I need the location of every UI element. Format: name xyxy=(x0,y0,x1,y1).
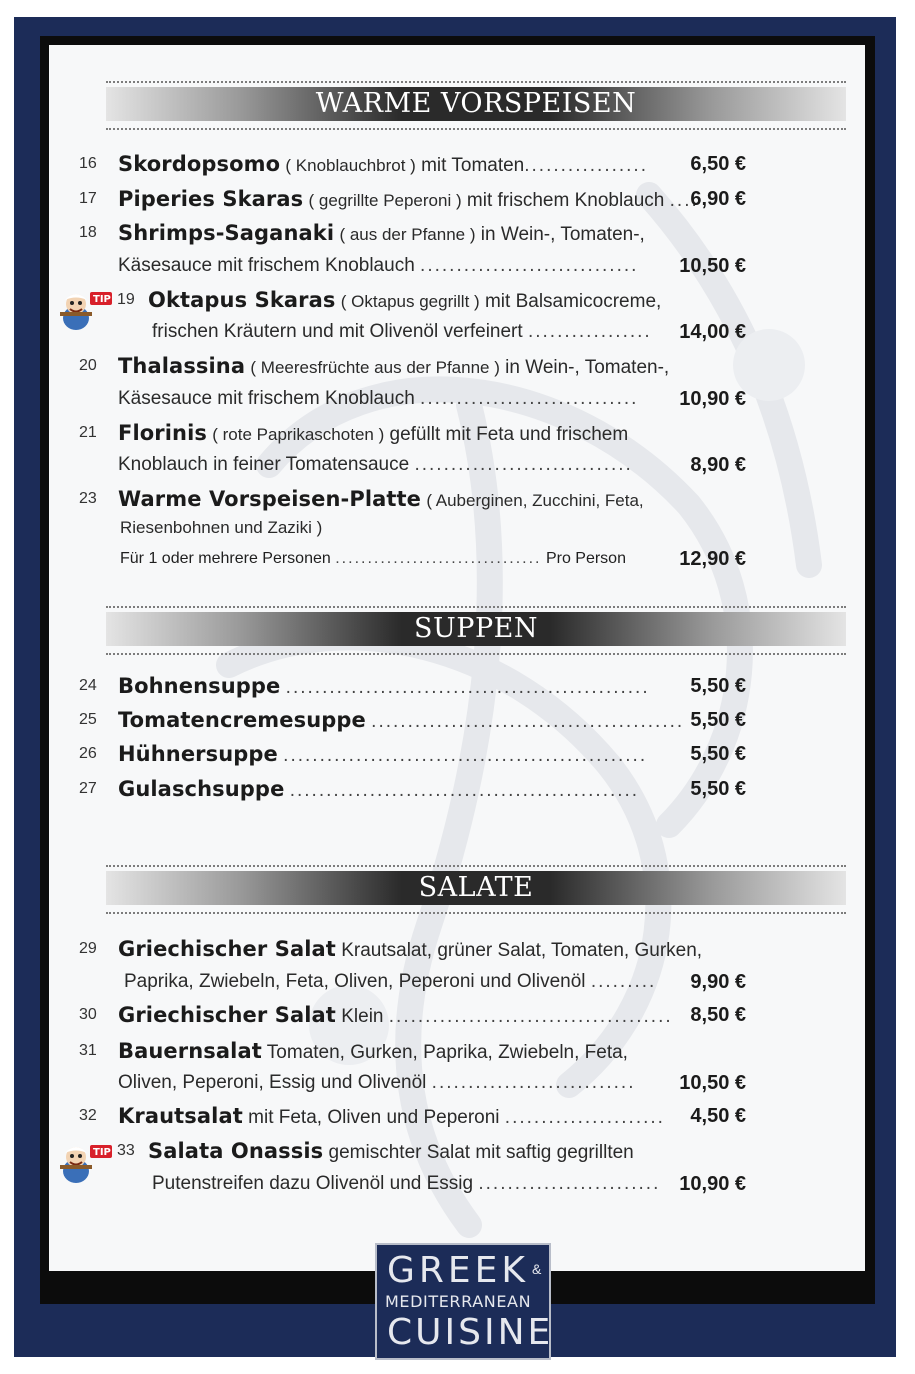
item-price: 5,50 € xyxy=(690,709,746,731)
item-note: ( Auberginen, Zucchini, Feta, xyxy=(426,491,644,510)
item-text xyxy=(148,285,661,317)
item-text xyxy=(118,384,638,414)
item-text xyxy=(118,418,628,450)
leader-dots: ................................................ xyxy=(289,780,640,801)
item-name: Griechischer Salat xyxy=(118,937,336,961)
item-text xyxy=(118,934,702,966)
item-number: 31 xyxy=(79,1042,97,1059)
section-title-salads: SALATE xyxy=(106,871,846,905)
leader-dots: ................. xyxy=(524,155,648,176)
leader-dots: ......... xyxy=(590,971,657,992)
menu-item-continued xyxy=(0,1068,815,1098)
item-number: 21 xyxy=(79,424,97,441)
restaurant-logo xyxy=(375,1243,554,1360)
divider xyxy=(106,128,846,130)
item-description: Für 1 oder mehrere Personen xyxy=(120,550,331,567)
logo-word-mediterranean: MEDITERRANEAN xyxy=(385,1292,532,1311)
leader-dots: ................. xyxy=(527,321,652,342)
menu-item xyxy=(0,218,815,248)
leader-dots: ................................ xyxy=(335,550,542,567)
leader-dots: .................................................. xyxy=(285,677,650,698)
divider xyxy=(106,81,846,83)
menu-item xyxy=(0,1101,815,1131)
menu-item xyxy=(0,351,815,381)
item-number: 20 xyxy=(79,357,97,374)
item-number: 23 xyxy=(79,490,97,507)
item-description: gefüllt mit Feta und frischem xyxy=(389,424,629,445)
item-text xyxy=(118,218,645,250)
item-name: Bohnensuppe xyxy=(118,674,281,698)
item-description: in Wein-, Tomaten-, xyxy=(480,224,645,245)
logo-word-greek: GREEK xyxy=(387,1250,530,1291)
item-name: Shrimps-Saganaki xyxy=(118,221,335,245)
item-description: in Wein-, Tomaten-, xyxy=(505,357,670,378)
item-description: Klein xyxy=(341,1006,384,1027)
item-name: Piperies Skaras xyxy=(118,187,304,211)
item-description: mit Tomaten xyxy=(421,155,525,176)
item-price: 6,50 € xyxy=(690,153,746,175)
tip-label: TIP xyxy=(93,294,111,305)
item-price: 8,90 € xyxy=(690,454,746,476)
item-price: 10,50 € xyxy=(679,255,746,277)
menu-item xyxy=(0,671,815,701)
item-description: mit Feta, Oliven und Peperoni xyxy=(248,1107,500,1128)
logo-word-cuisine: CUISINE xyxy=(387,1312,554,1353)
item-description: Käsesauce mit frischem Knoblauch xyxy=(118,255,415,276)
item-price: 6,90 € xyxy=(690,188,746,210)
item-number: 18 xyxy=(79,224,97,241)
item-price: 8,50 € xyxy=(690,1004,746,1026)
item-note: ( aus der Pfanne ) xyxy=(339,225,476,244)
item-text xyxy=(118,774,639,806)
item-name: Salata Onassis xyxy=(148,1139,324,1163)
divider xyxy=(106,606,846,608)
divider xyxy=(106,653,846,655)
item-name: Gulaschsuppe xyxy=(118,777,285,801)
menu-item-continued xyxy=(0,1169,815,1199)
item-text xyxy=(118,351,669,383)
item-text xyxy=(124,967,656,997)
item-name: Tomatencremesuppe xyxy=(118,708,366,732)
item-price: 10,90 € xyxy=(679,388,746,410)
item-price: 5,50 € xyxy=(690,743,746,765)
section-title-warm: WARME VORSPEISEN xyxy=(106,87,846,121)
menu-item xyxy=(0,774,815,804)
item-note: ( Oktapus gegrillt ) xyxy=(340,292,480,311)
item-number: 19 xyxy=(117,291,135,308)
item-price: 9,90 € xyxy=(690,971,746,993)
item-text xyxy=(118,251,638,281)
menu-item xyxy=(0,705,815,735)
item-price: 14,00 € xyxy=(679,321,746,343)
item-note: Riesenbohnen und Zaziki ) xyxy=(120,518,323,537)
menu-item-continued xyxy=(0,384,815,414)
menu-item-continued xyxy=(0,513,815,543)
item-name: Bauernsalat xyxy=(118,1039,262,1063)
item-price: 5,50 € xyxy=(690,778,746,800)
menu-item-continued xyxy=(0,251,815,281)
item-number: 25 xyxy=(79,711,97,728)
item-number: 32 xyxy=(79,1107,97,1124)
item-note: ( Knoblauchbrot ) xyxy=(285,156,416,175)
menu-item-continued xyxy=(0,544,815,574)
item-note: ( Meeresfrüchte aus der Pfanne ) xyxy=(250,358,500,377)
item-description: Krautsalat, grüner Salat, Tomaten, Gurken, xyxy=(341,940,703,961)
leader-dots: .................................................. xyxy=(283,745,648,766)
item-description: Tomaten, Gurken, Paprika, Zwiebeln, Feta, xyxy=(266,1042,628,1063)
item-text xyxy=(118,739,647,771)
item-text xyxy=(118,671,650,703)
item-price: 12,90 € xyxy=(679,548,746,570)
item-text xyxy=(118,149,648,181)
item-text xyxy=(118,705,684,737)
item-text xyxy=(118,1036,628,1068)
item-name: Oktapus Skaras xyxy=(148,288,336,312)
item-name: Skordopsomo xyxy=(118,152,281,176)
menu-item xyxy=(0,934,815,964)
item-price: 5,50 € xyxy=(690,675,746,697)
item-description: Paprika, Zwiebeln, Feta, Oliven, Peperoni und Olivenöl xyxy=(124,971,586,992)
menu-item-continued xyxy=(0,317,815,347)
item-note: ( rote Paprikaschoten ) xyxy=(212,425,385,444)
menu-item xyxy=(0,739,815,769)
item-number: 26 xyxy=(79,745,97,762)
item-text xyxy=(118,1068,635,1098)
item-description: frischen Kräutern und mit Olivenöl verfeinert xyxy=(152,321,523,342)
per-person-label: Pro Person xyxy=(545,550,626,567)
item-number: 33 xyxy=(117,1142,135,1159)
item-text xyxy=(118,1000,673,1032)
item-name: Warme Vorspeisen-Platte xyxy=(118,487,422,511)
leader-dots: ............................ xyxy=(431,1072,636,1093)
item-price: 10,90 € xyxy=(679,1173,746,1195)
item-description: gemischter Salat mit saftig gegrillten xyxy=(328,1142,634,1163)
tip-label: TIP xyxy=(93,1147,111,1158)
item-text xyxy=(120,544,626,574)
item-text xyxy=(118,1101,665,1133)
item-note: ( gegrillte Peperoni ) xyxy=(308,191,462,210)
section-title-soups: SUPPEN xyxy=(106,612,846,646)
logo-ampersand: & xyxy=(532,1261,542,1277)
item-text xyxy=(118,450,633,480)
item-name: Hühnersuppe xyxy=(118,742,278,766)
menu-item xyxy=(0,484,815,514)
leader-dots: ....................................... xyxy=(388,1006,673,1027)
item-name: Griechischer Salat xyxy=(118,1003,336,1027)
item-number: 27 xyxy=(79,780,97,797)
item-number: 24 xyxy=(79,677,97,694)
item-name: Krautsalat xyxy=(118,1104,243,1128)
item-number: 17 xyxy=(79,190,97,207)
menu-item xyxy=(0,1036,815,1066)
item-price: 10,50 € xyxy=(679,1072,746,1094)
item-description: Knoblauch in feiner Tomatensauce xyxy=(118,454,410,475)
item-number: 30 xyxy=(79,1006,97,1023)
leader-dots: .............................. xyxy=(414,454,633,475)
menu-item-continued xyxy=(0,967,815,997)
item-description: Käsesauce mit frischem Knoblauch xyxy=(118,388,415,409)
item-description: Oliven, Peperoni, Essig und Olivenöl xyxy=(118,1072,427,1093)
menu-item xyxy=(0,1136,815,1166)
item-description: mit Balsamicocreme, xyxy=(484,291,662,312)
item-text xyxy=(152,317,652,347)
item-text xyxy=(118,484,644,516)
leader-dots: ........................................... xyxy=(371,711,685,732)
item-number: 29 xyxy=(79,940,97,957)
menu-item xyxy=(0,285,815,315)
item-name: Thalassina xyxy=(118,354,246,378)
divider xyxy=(106,865,846,867)
menu-item xyxy=(0,418,815,448)
leader-dots: .............................. xyxy=(420,388,639,409)
leader-dots: .... xyxy=(669,190,699,211)
menu-item-continued xyxy=(0,450,815,480)
item-description: mit frischem Knoblauch xyxy=(466,190,665,211)
leader-dots: ......................... xyxy=(478,1173,661,1194)
item-text xyxy=(152,1169,660,1199)
item-name: Florinis xyxy=(118,421,207,445)
item-text xyxy=(148,1136,634,1168)
menu-item xyxy=(0,184,815,214)
leader-dots: .............................. xyxy=(420,255,639,276)
item-number: 16 xyxy=(79,155,97,172)
item-description: Putenstreifen dazu Olivenöl und Essig xyxy=(152,1173,474,1194)
item-price: 4,50 € xyxy=(690,1105,746,1127)
menu-item xyxy=(0,1000,815,1030)
menu-item xyxy=(0,149,815,179)
item-text xyxy=(118,184,699,216)
divider xyxy=(106,912,846,914)
leader-dots: ...................... xyxy=(504,1107,665,1128)
